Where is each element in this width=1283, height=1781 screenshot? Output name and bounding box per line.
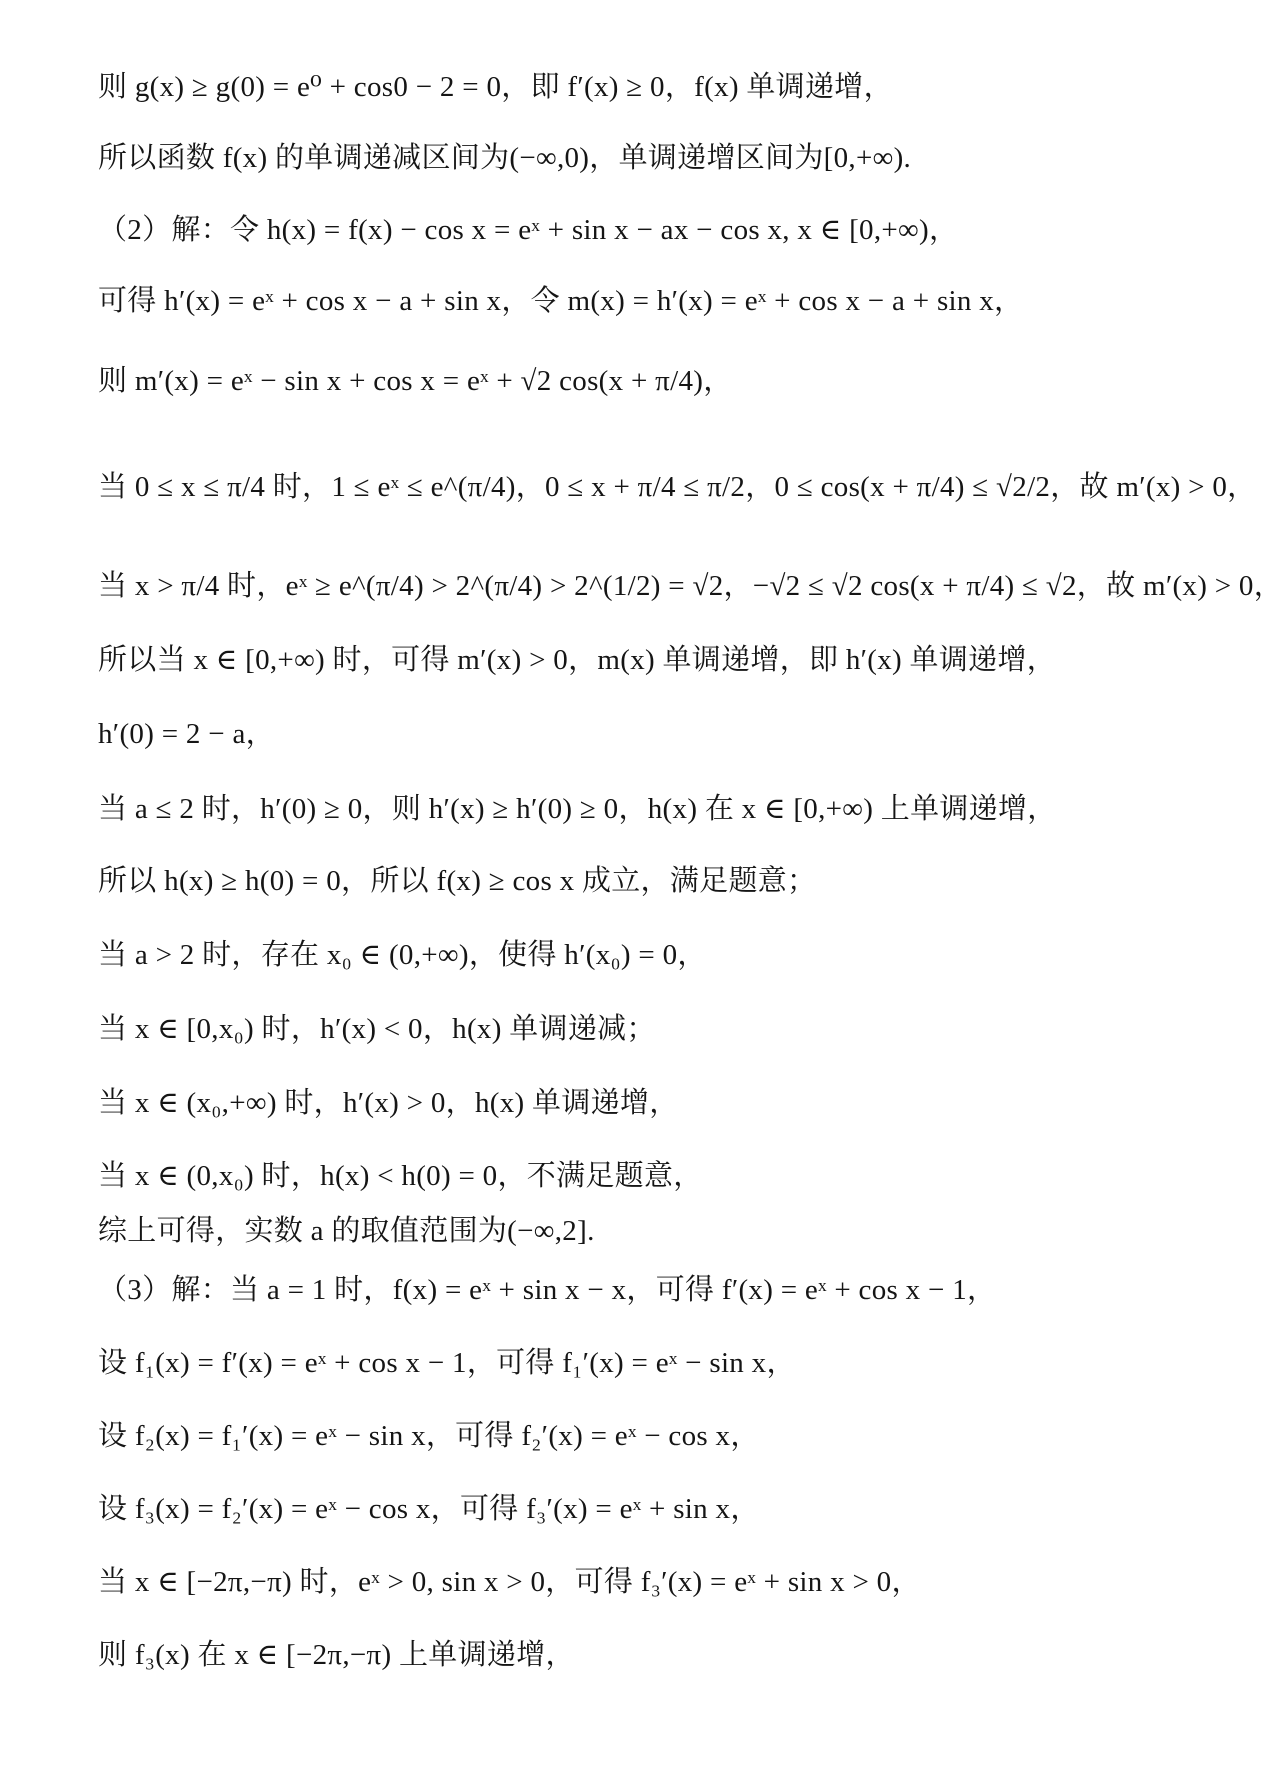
text-line-19: 设 f₂(x) = f₁′(x) = eˣ − sin x，可得 f₂′(x) = eˣ − cos x， xyxy=(98,1420,760,1452)
text-line-6: 当 0 ≤ x ≤ π/4 时，1 ≤ eˣ ≤ e^(π/4)，0 ≤ x + π/4 ≤ π/2，0 ≤ cos(x + π/4) ≤ √2/2，故 m′(x) > 0， xyxy=(98,471,1257,503)
text-line-16: 综上可得，实数 a 的取值范围为(−∞,2]. xyxy=(98,1215,595,1247)
text-line-8: 所以当 x ∈ [0,+∞) 时，可得 m′(x) > 0，m(x) 单调递增，即 h′(x) 单调递增， xyxy=(98,644,1057,676)
text-line-10: 当 a ≤ 2 时，h′(0) ≥ 0，则 h′(x) ≥ h′(0) ≥ 0，h(x) 在 x ∈ [0,+∞) 上单调递增， xyxy=(98,793,1057,825)
text-line-1: 则 g(x) ≥ g(0) = e⁰ + cos0 − 2 = 0，即 f′(x) ≥ 0，f(x) 单调递增， xyxy=(98,71,893,103)
text-line-5: 则 m′(x) = eˣ − sin x + cos x = eˣ + √2 cos(x + π/4)， xyxy=(98,365,733,397)
text-line-3: （2）解：令 h(x) = f(x) − cos x = eˣ + sin x − ax − cos x, x ∈ [0,+∞)， xyxy=(98,214,959,246)
text-line-15: 当 x ∈ (0,x₀) 时，h(x) < h(0) = 0，不满足题意， xyxy=(98,1160,703,1192)
text-line-7: 当 x > π/4 时，eˣ ≥ e^(π/4) > 2^(π/4) > 2^(1/2) = √2，−√2 ≤ √2 cos(x + π/4) ≤ √2，故 m′(x) > 0， xyxy=(98,570,1283,602)
text-line-9: h′(0) = 2 − a， xyxy=(98,718,275,750)
text-line-18: 设 f₁(x) = f′(x) = eˣ + cos x − 1，可得 f₁′(x) = eˣ − sin x， xyxy=(98,1347,796,1379)
text-line-20: 设 f₃(x) = f₂′(x) = eˣ − cos x，可得 f₃′(x) = eˣ + sin x， xyxy=(98,1493,760,1525)
text-line-17: （3）解：当 a = 1 时，f(x) = eˣ + sin x − x，可得 f′(x) = eˣ + cos x − 1， xyxy=(98,1274,997,1306)
text-line-4: 可得 h′(x) = eˣ + cos x − a + sin x，令 m(x) = h′(x) = eˣ + cos x − a + sin x， xyxy=(98,285,1024,317)
text-line-22: 则 f₃(x) 在 x ∈ [−2π,−π) 上单调递增， xyxy=(98,1639,575,1671)
text-line-12: 当 a > 2 时，存在 x₀ ∈ (0,+∞)，使得 h′(x₀) = 0， xyxy=(98,939,707,971)
text-line-11: 所以 h(x) ≥ h(0) = 0，所以 f(x) ≥ cos x 成立，满足题意； xyxy=(98,865,817,897)
text-line-13: 当 x ∈ [0,x₀) 时，h′(x) < 0，h(x) 单调递减； xyxy=(98,1013,656,1045)
text-line-2: 所以函数 f(x) 的单调递减区间为(−∞,0)，单调递增区间为[0,+∞). xyxy=(98,142,912,174)
text-line-21: 当 x ∈ [−2π,−π) 时，eˣ > 0, sin x > 0，可得 f₃′(x) = eˣ + sin x > 0， xyxy=(98,1566,921,1598)
text-line-14: 当 x ∈ (x₀,+∞) 时，h′(x) > 0，h(x) 单调递增， xyxy=(98,1087,679,1119)
